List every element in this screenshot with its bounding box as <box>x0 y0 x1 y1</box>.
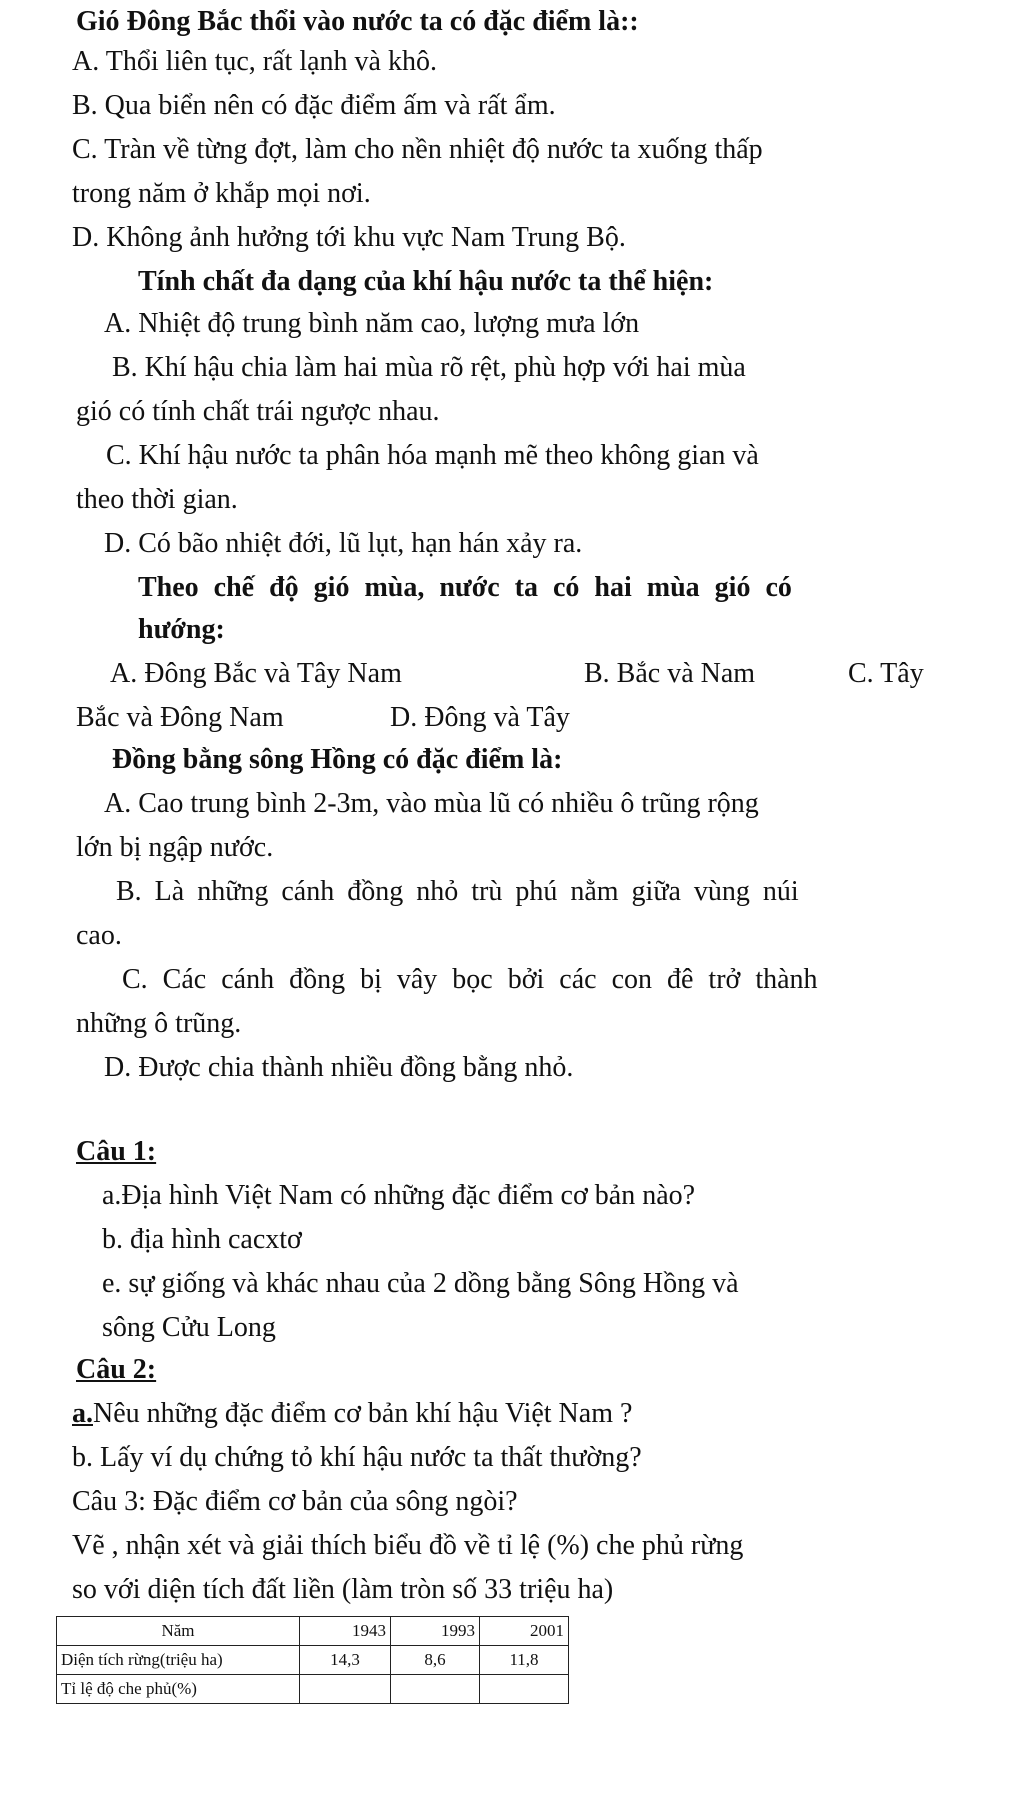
table-header-cell: 2001 <box>480 1617 569 1646</box>
question-1-title: Gió Đông Bắc thổi vào nước ta có đặc điểm là:: <box>76 6 639 37</box>
q4-option-c-line1: C. Các cánh đồng bị vây bọc bởi các con đê trở thành <box>122 964 818 995</box>
cau-2-item-a-text: Nêu những đặc điểm cơ bản khí hậu Việt Nam ? <box>93 1398 633 1429</box>
q3-option-b: B. Bắc và Nam <box>584 658 756 689</box>
cau-3-text: Câu 3: Đặc điểm cơ bản của sông ngòi? <box>72 1486 518 1517</box>
table-row <box>57 1675 569 1704</box>
cau-2-item-a-prefix: a. <box>72 1398 93 1429</box>
table-header-row <box>57 1617 569 1646</box>
question-4-title: Đồng bằng sông Hồng có đặc điểm là: <box>112 744 563 775</box>
q3-title-text: Theo chế độ gió mùa, nước ta có hai mùa gió có <box>138 572 792 603</box>
table-cell: Tỉ lệ độ che phủ(%) <box>57 1675 300 1704</box>
chart-task-line2: so với diện tích đất liền (làm tròn số 33 triệu ha) <box>72 1574 614 1605</box>
table-cell: 8,6 <box>391 1646 480 1675</box>
cau-2-item-a <box>72 1396 632 1432</box>
q3-option-d: D. Đông và Tây <box>390 702 570 733</box>
q2-option-d: D. Có bão nhiệt đới, lũ lụt, hạn hán xảy ra. <box>104 528 583 559</box>
cau-1-item-b: b. địa hình cacxtơ <box>102 1224 302 1255</box>
q4-option-b-line2: cao. <box>76 920 122 951</box>
table-cell: 11,8 <box>480 1646 569 1675</box>
q2-option-b-line1: B. Khí hậu chia làm hai mùa rõ rệt, phù hợp với hai mùa <box>112 352 746 383</box>
q2-option-c-line2: theo thời gian. <box>76 484 238 515</box>
q4-option-b-line1: B. Là những cánh đồng nhỏ trù phú nằm giữa vùng núi <box>116 876 799 907</box>
table-header-cell: Năm <box>57 1617 300 1646</box>
question-3-title-line2: hướng: <box>138 614 225 645</box>
table-cell: Diện tích rừng(triệu ha) <box>57 1646 300 1675</box>
table-cell <box>391 1675 480 1704</box>
q4-option-a-line1: A. Cao trung bình 2-3m, vào mùa lũ có nhiều ô trũng rộng <box>104 788 759 819</box>
cau-2-heading: Câu 2: <box>76 1354 157 1385</box>
q1-option-c-line2: trong năm ở khắp mọi nơi. <box>72 178 371 209</box>
cau-2-item-b: b. Lấy ví dụ chứng tỏ khí hậu nước ta thất thường? <box>72 1442 642 1473</box>
table-header-cell: 1993 <box>391 1617 480 1646</box>
q3-option-c-start: C. Tây <box>848 658 924 689</box>
cau-1-item-a: a.Địa hình Việt Nam có những đặc điểm cơ bản nào? <box>102 1180 696 1211</box>
q2-option-a: A. Nhiệt độ trung bình năm cao, lượng mưa lớn <box>104 308 640 339</box>
q2-option-c-line1: C. Khí hậu nước ta phân hóa mạnh mẽ theo không gian và <box>106 440 759 471</box>
q4-option-a-line2: lớn bị ngập nước. <box>76 832 274 863</box>
q1-option-c-line1: C. Tràn về từng đợt, làm cho nền nhiệt độ nước ta xuống thấp <box>72 134 763 165</box>
q2-option-b-line2: gió có tính chất trái ngược nhau. <box>76 396 440 427</box>
cau-1-item-e-line1: e. sự giống và khác nhau của 2 dồng bằng Sông Hồng và <box>102 1268 739 1299</box>
q4-option-c-line2: những ô trũng. <box>76 1008 242 1039</box>
q4-option-d: D. Được chia thành nhiều đồng bằng nhỏ. <box>104 1052 574 1083</box>
table-cell: 14,3 <box>300 1646 391 1675</box>
table-cell <box>300 1675 391 1704</box>
table-cell <box>480 1675 569 1704</box>
q3-option-c-end: Bắc và Đông Nam <box>76 702 284 733</box>
cau-1-item-e-line2: sông Cửu Long <box>102 1312 276 1343</box>
q1-option-d: D. Không ảnh hưởng tới khu vực Nam Trung Bộ. <box>72 222 626 253</box>
chart-task-line1: Vẽ , nhận xét và giải thích biểu đồ về tỉ lệ (%) che phủ rừng <box>72 1530 744 1561</box>
q1-option-a: A. Thổi liên tục, rất lạnh và khô. <box>72 46 437 77</box>
forest-data-table <box>56 1616 569 1704</box>
table-row <box>57 1646 569 1675</box>
q1-option-b: B. Qua biển nên có đặc điểm ấm và rất ẩm. <box>72 90 556 121</box>
question-3-title-line1 <box>138 570 950 606</box>
cau-1-heading: Câu 1: <box>76 1136 157 1167</box>
q3-option-a: A. Đông Bắc và Tây Nam <box>110 658 402 689</box>
table-header-cell: 1943 <box>300 1617 391 1646</box>
question-2-title: Tính chất đa dạng của khí hậu nước ta thể hiện: <box>138 266 714 297</box>
